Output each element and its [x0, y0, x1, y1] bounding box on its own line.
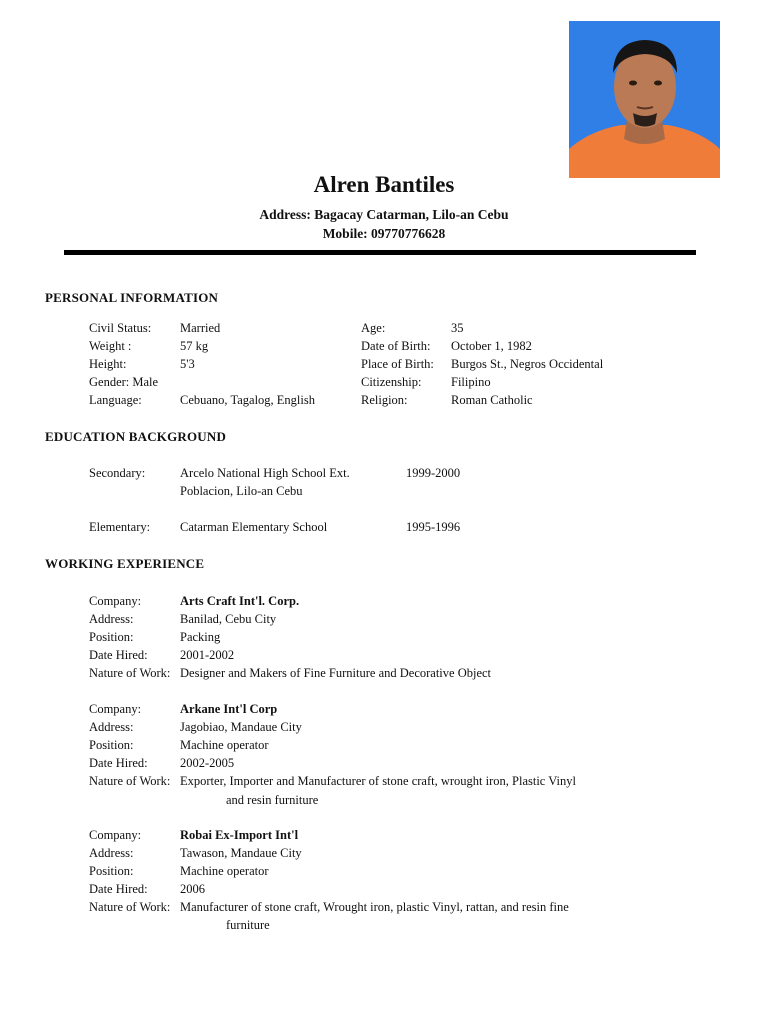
height-value: 5'3 [180, 357, 195, 371]
section-heading-personal: PERSONAL INFORMATION [45, 290, 219, 305]
elementary-label: Elementary: [89, 520, 151, 534]
job-position-label: Position: [89, 864, 134, 878]
citizenship-value: Filipino [451, 375, 491, 389]
profile-photo [569, 21, 720, 178]
age-value: 35 [451, 321, 464, 335]
job-company: Robai Ex-Import Int'l [180, 828, 299, 842]
birth-date-label: Date of Birth: [361, 339, 431, 353]
birth-place-label: Place of Birth: [361, 357, 434, 371]
secondary-school: Arcelo National High School Ext. [180, 466, 350, 480]
civil-status-label: Civil Status: [89, 321, 152, 335]
job-company: Arkane Int'l Corp [180, 702, 278, 716]
mobile-line: Mobile: 09770776628 [322, 226, 446, 241]
job-position-label: Position: [89, 630, 134, 644]
job-position-label: Position: [89, 738, 134, 752]
job-nature-label: Nature of Work: [89, 900, 171, 914]
job-nature: Manufacturer of stone craft, Wrought iron, plastic Vinyl, rattan, and resin fine [180, 900, 569, 914]
job-company: Arts Craft Int'l. Corp. [180, 594, 300, 608]
job-company-label: Company: [89, 594, 142, 608]
elementary-school: Catarman Elementary School [180, 520, 328, 534]
job-position: Packing [180, 630, 221, 644]
job-date-label: Date Hired: [89, 756, 148, 770]
job-company-label: Company: [89, 828, 142, 842]
job-address: Banilad, Cebu City [180, 612, 277, 626]
job-date: 2006 [180, 882, 205, 896]
job-address-label: Address: [89, 846, 134, 860]
secondary-location: Poblacion, Lilo-an Cebu [180, 484, 303, 498]
job-company-label: Company: [89, 702, 142, 716]
language-label: Language: [89, 393, 142, 407]
job-nature-continued: furniture [226, 918, 270, 932]
job-address: Jagobiao, Mandaue City [180, 720, 302, 734]
applicant-name: Alren Bantiles [313, 172, 455, 197]
job-date-label: Date Hired: [89, 648, 148, 662]
job-nature: Designer and Makers of Fine Furniture and Decorative Object [180, 666, 492, 680]
job-date: 2002-2005 [180, 756, 235, 770]
section-heading-education: EDUCATION BACKGROUND [45, 429, 227, 444]
birth-place-value: Burgos St., Negros Occidental [451, 357, 604, 371]
birth-date-value: October 1, 1982 [451, 339, 532, 353]
secondary-years: 1999-2000 [406, 466, 461, 480]
citizenship-label: Citizenship: [361, 375, 422, 389]
job-nature-label: Nature of Work: [89, 666, 171, 680]
job-date-label: Date Hired: [89, 882, 148, 896]
job-nature-continued: and resin furniture [226, 793, 319, 807]
person-portrait-icon [569, 21, 720, 178]
elementary-years: 1995-1996 [406, 520, 461, 534]
header-divider [64, 250, 696, 255]
job-date: 2001-2002 [180, 648, 235, 662]
address-line: Address: Bagacay Catarman, Lilo-an Cebu [259, 207, 509, 222]
language-value: Cebuano, Tagalog, English [180, 393, 315, 407]
age-label: Age: [361, 321, 386, 335]
job-address: Tawason, Mandaue City [180, 846, 302, 860]
civil-status-value: Married [180, 321, 221, 335]
gender-label: Gender: Male [89, 375, 159, 389]
section-heading-work: WORKING EXPERIENCE [45, 556, 205, 571]
job-nature-label: Nature of Work: [89, 774, 171, 788]
job-address-label: Address: [89, 720, 134, 734]
religion-value: Roman Catholic [451, 393, 533, 407]
job-position: Machine operator [180, 738, 269, 752]
secondary-label: Secondary: [89, 466, 146, 480]
weight-label: Weight : [89, 339, 132, 353]
religion-label: Religion: [361, 393, 408, 407]
job-position: Machine operator [180, 864, 269, 878]
job-nature: Exporter, Importer and Manufacturer of stone craft, wrought iron, Plastic Vinyl [180, 774, 576, 788]
job-address-label: Address: [89, 612, 134, 626]
height-label: Height: [89, 357, 127, 371]
weight-value: 57 kg [180, 339, 209, 353]
